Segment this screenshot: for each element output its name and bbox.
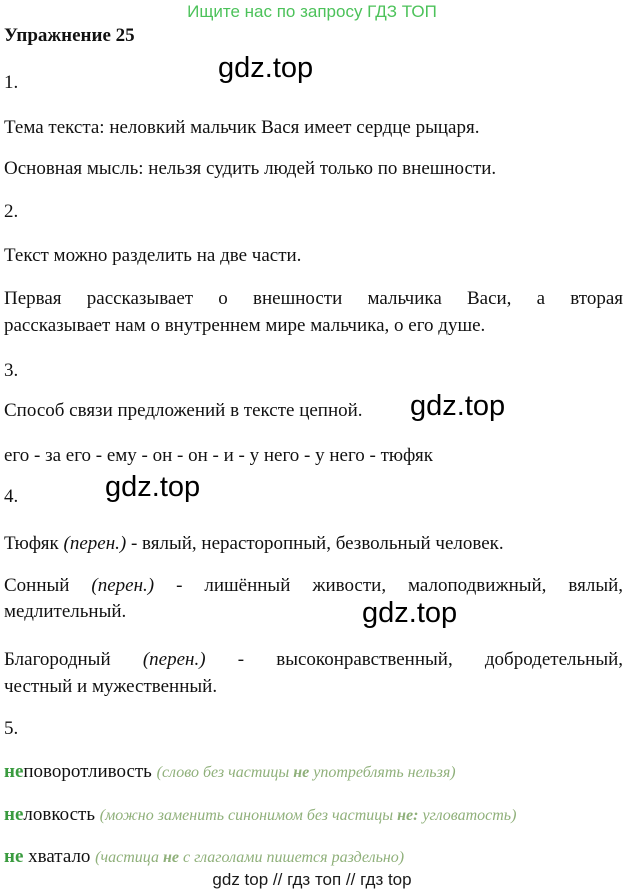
watermark: gdz.top xyxy=(410,390,506,422)
entry-word: Тюфяк xyxy=(4,533,59,554)
particle-ne: не xyxy=(4,761,24,782)
entry-word: Сонный xyxy=(4,575,70,596)
link-type-sentence: Способ связи предложений в тексте цепной. xyxy=(4,400,363,421)
footer-watermark: gdz top // гдз топ // гдз top xyxy=(212,870,412,889)
figurative-mark: (перен.) xyxy=(142,649,206,670)
entry-word: Благородный xyxy=(4,649,111,670)
word-entry-blagorodny-line-1 xyxy=(4,649,623,671)
section-4-number: 4. xyxy=(4,486,19,507)
section-2-number: 2. xyxy=(4,201,19,222)
pronoun-chain: его - за его - ему - он - он - и - у него - у него - тюфяк xyxy=(4,445,434,466)
entry-definition: - высоконравственный, добродетельный, xyxy=(237,649,624,670)
particle-ne: не xyxy=(4,804,24,825)
word-rest: ловкость xyxy=(23,804,95,825)
word-entry-sonny-line-1 xyxy=(4,575,623,597)
parts-description-line-1: Первая рассказывает о внешности мальчика Васи, а вторая xyxy=(4,288,623,309)
watermark: gdz.top xyxy=(105,471,201,503)
main-idea: Основная мысль: нельзя судить людей только по внешности. xyxy=(4,158,497,179)
watermark: gdz.top xyxy=(218,52,314,84)
word-entry-sonny-line-2: медлительный. xyxy=(4,601,127,622)
spelling-note: (можно заменить синонимом без частицы не: угловатость) xyxy=(99,807,517,824)
parts-sentence: Текст можно разделить на две части. xyxy=(4,245,302,266)
entry-definition: - вялый, нерасторопный, безвольный человек. xyxy=(126,533,504,554)
search-banner[interactable]: Ищите нас по запросу ГДЗ ТОП xyxy=(187,2,437,21)
spelling-item-1 xyxy=(4,761,456,783)
exercise-heading: Упражнение 25 xyxy=(4,25,135,46)
text-theme: Тема текста: неловкий мальчик Вася имеет сердце рыцаря. xyxy=(4,117,480,138)
figurative-mark: (перен.) xyxy=(91,575,155,596)
section-1-number: 1. xyxy=(4,72,19,93)
section-3-number: 3. xyxy=(4,360,19,381)
entry-definition: - лишённый живости, малоподвижный, вялый, xyxy=(176,575,624,596)
watermark: gdz.top xyxy=(362,597,458,629)
particle-ne: не xyxy=(4,846,24,867)
parts-description-line-2: рассказывает нам о внутреннем мире мальчика, о его душе. xyxy=(4,315,486,336)
word-entry-blagorodny-line-2: честный и мужественный. xyxy=(4,676,218,697)
word-entry-tyufyak xyxy=(4,533,504,555)
word-rest: хватало xyxy=(23,846,91,867)
spelling-note: (частица не с глаголами пишется раздельно) xyxy=(95,849,405,866)
section-5-number: 5. xyxy=(4,718,19,739)
spelling-item-3 xyxy=(4,846,404,868)
figurative-mark: (перен.) xyxy=(63,533,127,554)
spelling-note: (слово без частицы не употреблять нельзя) xyxy=(156,764,456,781)
word-rest: поворотливость xyxy=(23,761,152,782)
spelling-item-2 xyxy=(4,804,516,826)
